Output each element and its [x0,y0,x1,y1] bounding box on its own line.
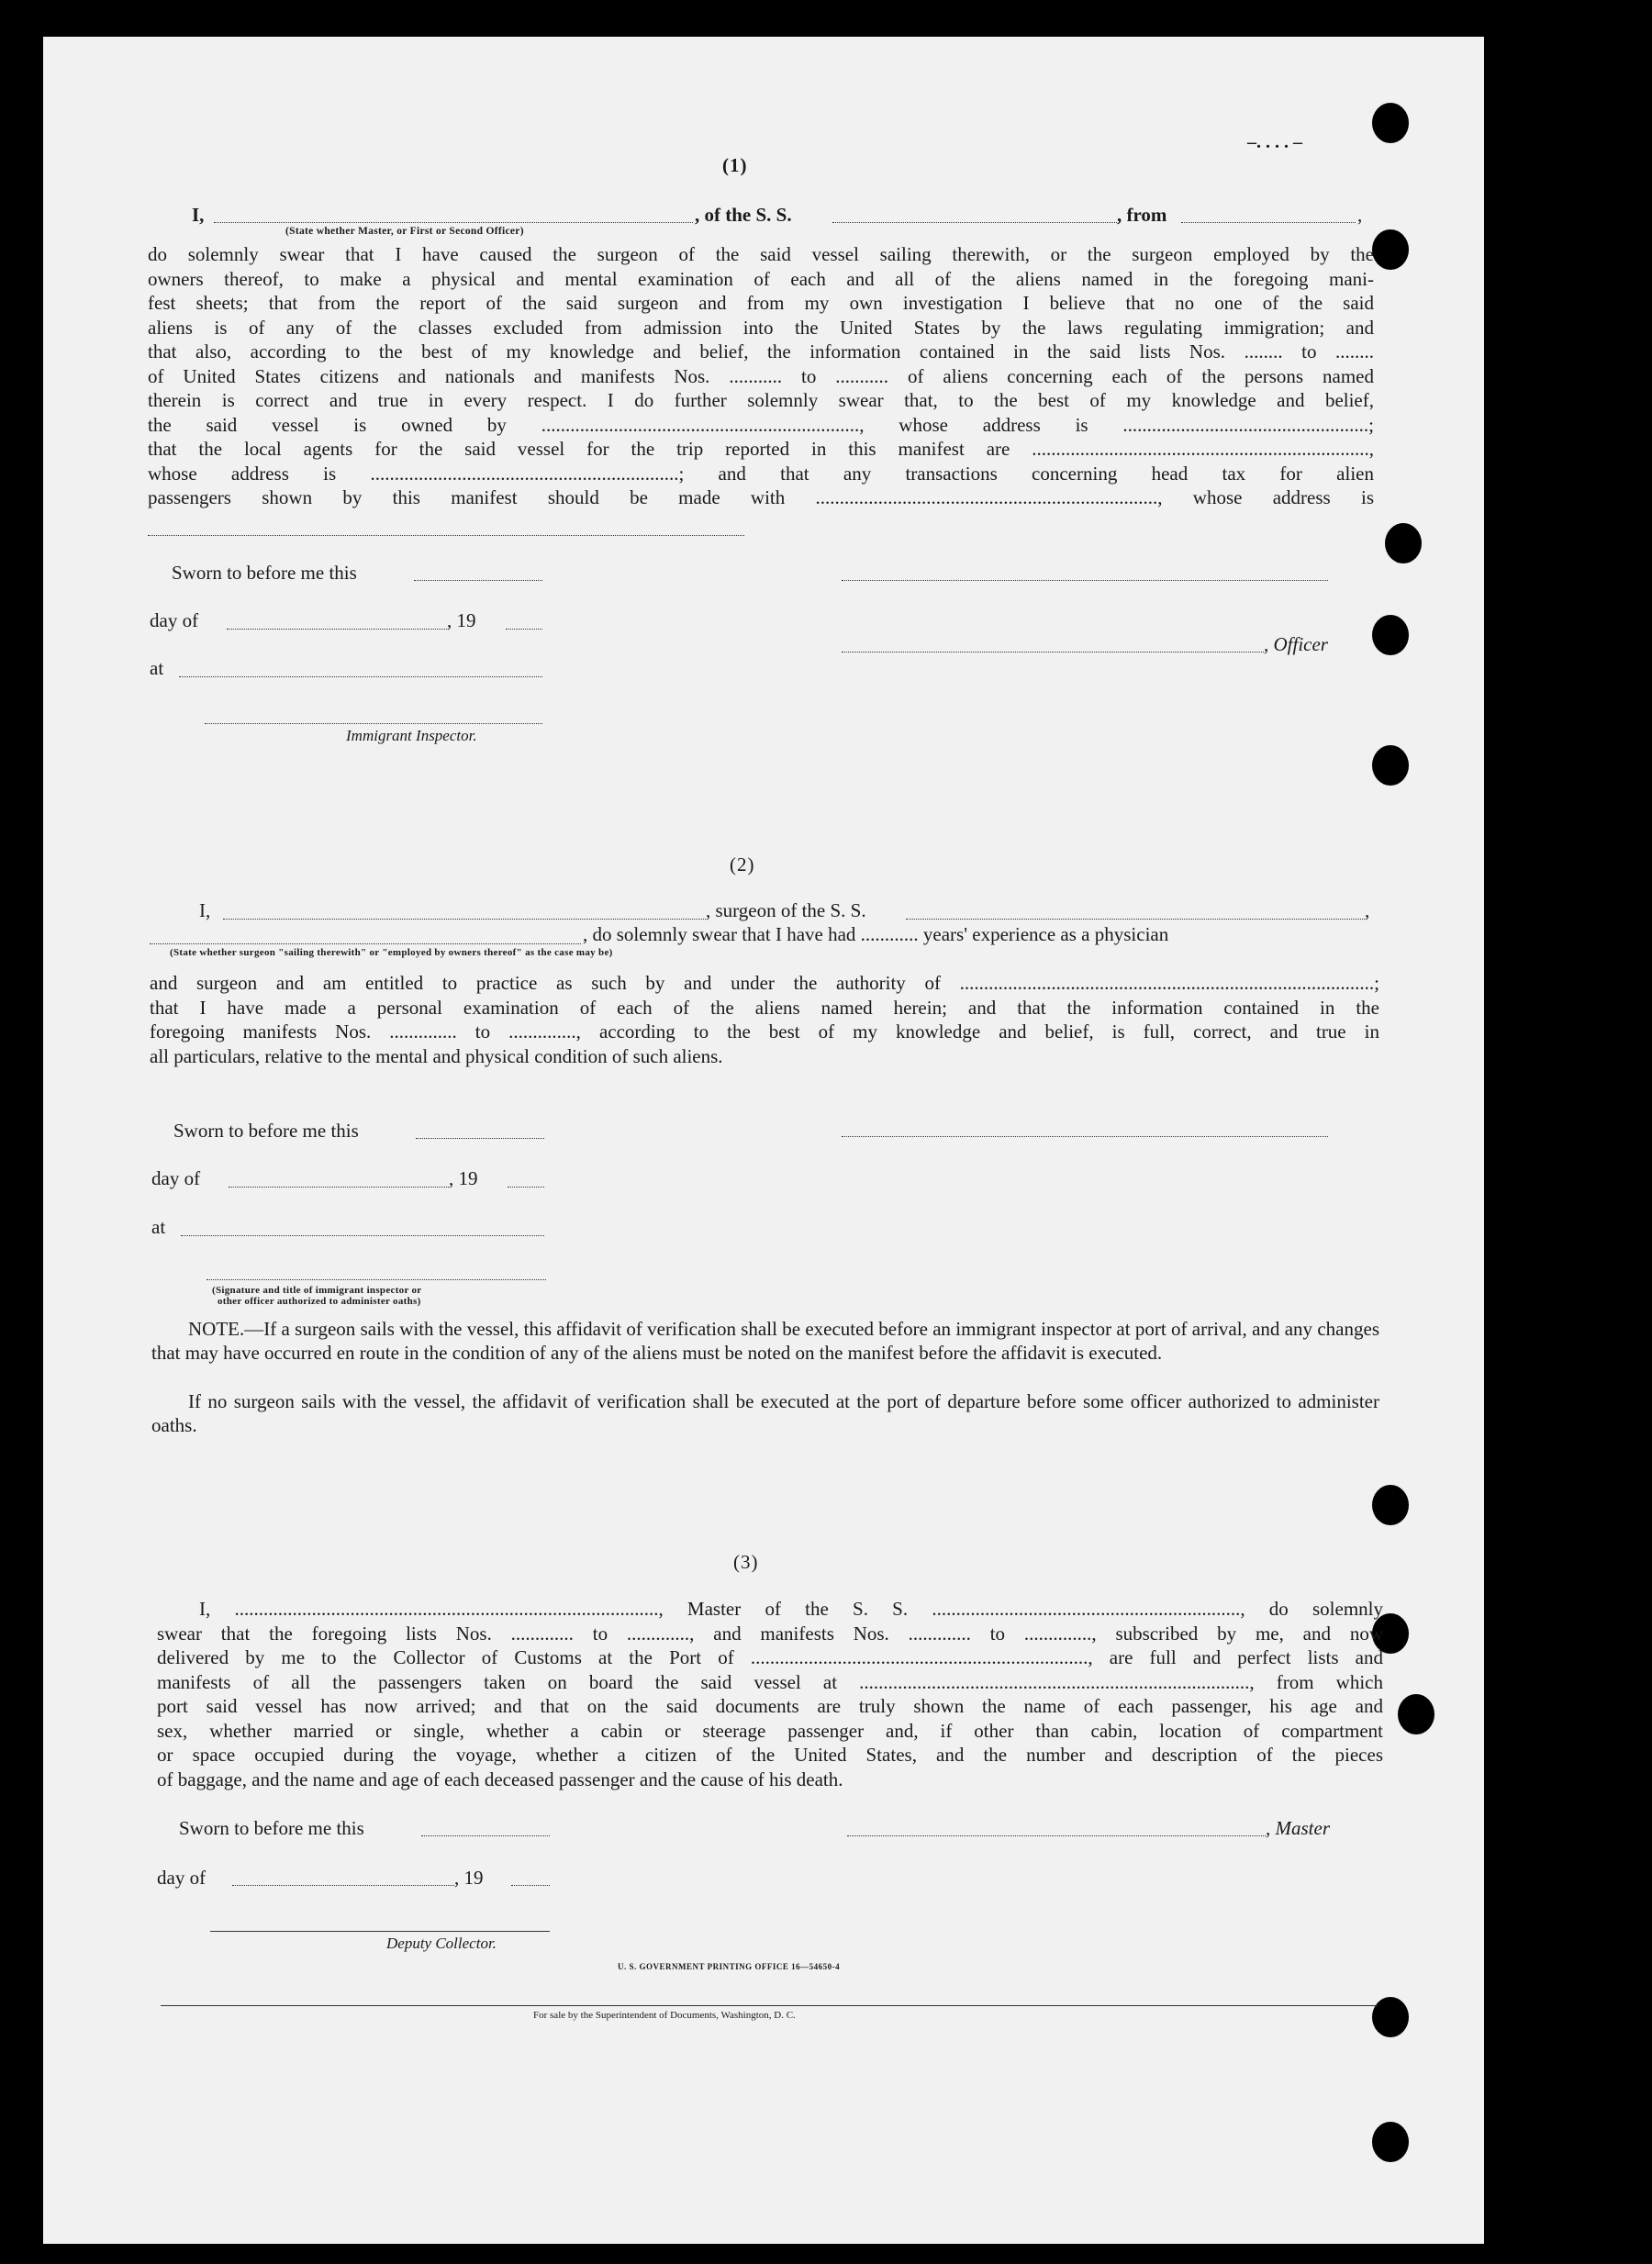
s1-inspector-label: Immigrant Inspector. [346,727,477,744]
s1-line: passengers shown by this manifest should be made with ......................................................................., whose address is [148,486,1374,508]
s3-sworn-label: Sworn to before me this [179,1817,364,1839]
s2-year-label: , 19 [449,1167,478,1189]
s2-body [150,971,1379,1068]
punch-hole [1372,745,1409,786]
s1-from-field[interactable] [1181,222,1356,223]
s2-sworn-label: Sworn to before me this [173,1120,359,1142]
s2-ship-field[interactable] [906,919,1365,920]
section-2-number: (2) [730,853,755,875]
s1-at-field[interactable] [179,676,542,677]
s1-inspector-sign-field[interactable] [205,723,542,724]
s2-note-1 [151,1317,1379,1365]
s3-year-label: , 19 [454,1867,484,1889]
s1-line: that also, according to the best of my knowledge and belief, the information contained in the said lists Nos. ........ to ........ [148,340,1374,362]
punch-hole [1372,615,1409,655]
punch-hole [1385,523,1422,563]
s1-sworn-field[interactable] [414,580,542,581]
s1-i-label: I, [192,204,205,226]
s1-year-label: , 19 [447,609,476,631]
s1-comma: , [1357,204,1363,226]
punch-hole [1372,103,1409,143]
s2-sig-hint-2: other officer authorized to administer oaths) [218,1296,421,1307]
s1-day-field[interactable] [227,629,447,630]
s2-line: all particulars, relative to the mental and physical condition of such aliens. [150,1044,723,1067]
s3-line: delivered by me to the Collector of Customs at the Port of ......................................................................, are full and perfect lists and [157,1646,1383,1668]
s1-sworn-label: Sworn to before me this [172,562,357,584]
s1-line: owners thereof, to make a physical and mental examination of each and all of the aliens named in the foregoing mani- [148,267,1374,290]
s3-collector-label: Deputy Collector. [386,1935,497,1952]
note-text-1: —If a surgeon sails with the vessel, this affidavit of verification shall be executed before an immigrant inspector at port of arrival, and any changes that may have occurred en route in the condition of any of the aliens must be noted on the manifest before the affidavit is executed. [151,1318,1379,1364]
s3-line: of baggage, and the name and age of each deceased passenger and the cause of his death. [157,1768,843,1790]
s3-line: swear that the foregoing lists Nos. ............. to ............., and manifests Nos. ............. to .............., subscribed by me, and now [157,1622,1383,1645]
s2-line: and surgeon and am entitled to practice as such by and under the authority of ......................................................................................; [150,972,1379,994]
s3-year-field[interactable] [511,1885,550,1886]
punch-hole [1398,1694,1434,1734]
s2-type-hint: (State whether surgeon "sailing therewith" or "employed by owners thereof" as the case may be) [170,947,613,958]
s3-sworn-field[interactable] [421,1835,550,1836]
s2-i-label: I, [199,899,211,921]
s3-body [157,1597,1383,1791]
s3-line: I, ........................................................................................, Master of the S. S. ................................................................, do solemnly [199,1598,1383,1620]
footer-rule [161,2005,1378,2006]
s1-line: that the local agents for the said vessel for the trip reported in this manifest are ......................................................................, [148,438,1374,460]
punch-hole [1372,2122,1409,2162]
s1-officer-field[interactable] [214,222,693,223]
s1-officer-label: , Officer [1264,633,1328,655]
sale-notice: For sale by the Superintendent of Documents, Washington, D. C. [533,2010,796,2021]
s1-day-label: day of [150,609,199,631]
s3-line: sex, whether married or single, whether a cabin or steerage passenger and, if other than cabin, location of compartment [157,1719,1383,1742]
section-3-number: (3) [733,1551,759,1573]
s1-year-field[interactable] [506,629,542,630]
s2-day-label: day of [151,1167,201,1189]
s2-day-field[interactable] [229,1187,449,1188]
s2-name-field[interactable] [223,919,706,920]
s2-at-label: at [151,1216,166,1238]
form-page [43,37,1484,2244]
punch-hole [1372,1997,1409,2037]
s2-swear-line: , do solemnly swear that I have had ............ years' experience as a physician [583,923,1169,945]
gpo-imprint: U. S. GOVERNMENT PRINTING OFFICE 16—54650-4 [618,1962,841,1971]
punch-hole [1372,1485,1409,1525]
s1-ship-field[interactable] [832,222,1117,223]
s2-line: that I have made a personal examination of each of the aliens named herein; and that the information contained in the [150,996,1379,1019]
punch-hole [1372,229,1409,270]
s1-line: do solemnly swear that I have caused the surgeon of the said vessel sailing therewith, or the surgeon employed by the [148,243,1374,265]
s3-master-label: , Master [1266,1817,1330,1839]
note-label: NOTE. [188,1318,245,1340]
s2-at-field[interactable] [181,1235,544,1236]
s2-line: foregoing manifests Nos. .............. to .............., according to the best of my knowledge and belief, is full, correct, and true in [150,1020,1379,1043]
s1-body [148,242,1374,510]
s3-line: or space occupied during the voyage, whether a citizen of the United States, and the number and description of the pieces [157,1744,1383,1766]
s1-line: the said vessel is owned by .................................................................., whose address is ...................................................; [148,413,1374,436]
top-mark: –. . . . – [1247,132,1302,152]
s2-sworn-field[interactable] [416,1138,544,1139]
s2-surgeon-label: , surgeon of the S. S. [706,899,866,921]
s3-collector-sign-field[interactable] [210,1931,550,1932]
section-1-number: (1) [722,154,748,176]
s1-line: whose address is ................................................................; and that any transactions concerning head tax for alien [148,462,1374,485]
s3-master-sign-field[interactable] [847,1835,1266,1836]
s2-sig-hint-1: (Signature and title of immigrant inspector or [212,1285,422,1296]
s1-address-field[interactable] [148,535,744,536]
s1-line: therein is correct and true in every respect. I do further solemnly swear that, to the best of my knowledge and belief, [148,389,1374,411]
s2-note-2: If no surgeon sails with the vessel, the affidavit of verification shall be executed at the port of departure before some officer authorized to administer oaths. [151,1390,1379,1436]
s2-type-field[interactable] [150,943,581,944]
s1-of-ss-label: , of the S. S. [695,204,792,226]
s1-line: of United States citizens and nationals and manifests Nos. ........... to ........... of aliens concerning each of the persons named [148,364,1374,387]
s3-day-field[interactable] [232,1885,454,1886]
s1-at-label: at [150,657,164,679]
s2-year-field[interactable] [508,1187,544,1188]
s2-comma: , [1365,899,1370,921]
s2-inspector-sign-field[interactable] [206,1279,546,1280]
s1-line: fest sheets; that from the report of the said surgeon and from my own investigation I believe that no one of the said [148,292,1374,314]
s1-line: aliens is of any of the classes excluded from admission into the United States by the laws regulating immigration; and [148,316,1374,339]
s1-from-label: , from [1117,204,1167,226]
s3-line: manifests of all the passengers taken on board the said vessel at ................................................................................., from which [157,1670,1383,1693]
s1-officer-hint: (State whether Master, or First or Second Officer) [285,226,524,237]
s3-line: port said vessel has now arrived; and that on the said documents are truly shown the name of each passenger, his age and [157,1695,1383,1717]
s3-day-label: day of [157,1867,206,1889]
s1-signature-field[interactable] [842,580,1328,581]
s2-signature-field[interactable] [842,1136,1328,1137]
